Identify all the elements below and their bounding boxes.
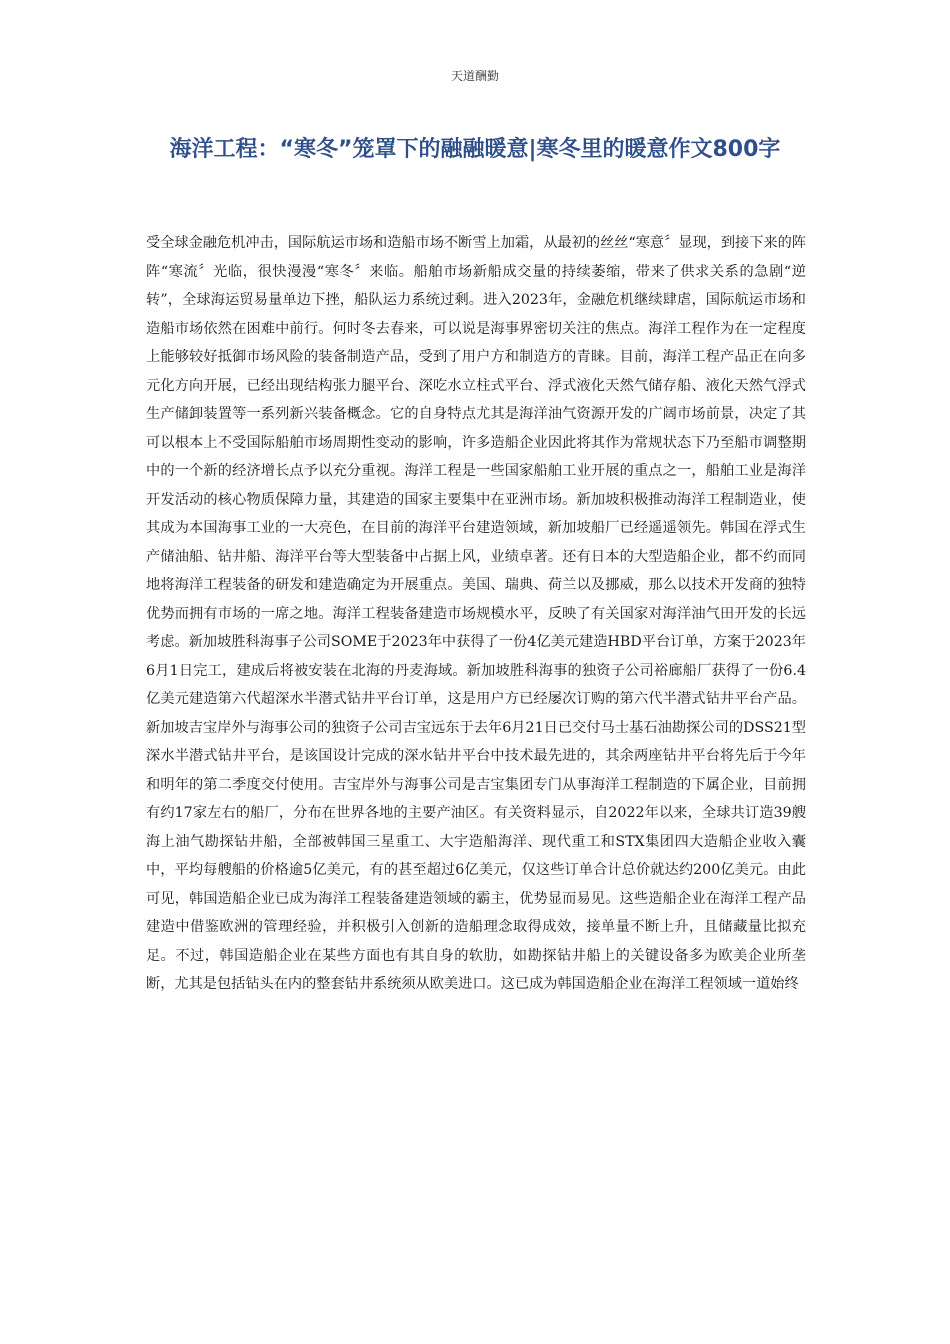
page-header: 天道酬勤 [450,69,499,83]
paragraph-1: 受全球金融危机冲击，国际航运市场和造船市场不断雪上加霜，从最初的丝丝“寒意〞显现，到接下来的阵阵“寒流〞光临，很快漫漫“寒冬〞来临。船舶市场新船成交量的持续萎缩，带来了供求关系的急剧“逆转”，全球海运贸易量单边下挫，船队运力系统过剩。进入2023年，金融危机继续肆虐，国际航运市场和造船市场依然在困难中前行。何时冬去春来，可以说是海事界密切关注的焦点。海洋工程作为在一定程度上能够较好抵御市场风险的装备制造产品，受到了用户方和制造方的青睐。目前，海洋工程产品正在向多元化方向开展，已经出现结构张力腿平台、深吃水立柱式平台、浮式液化天然气储存船、液化天然气浮式生产储卸装置等一系列新兴装备概念。它的自身特点尤其是海洋油气资源开发的广阔市场前景，决定了其可以根本上不受国际船舶市场周期性变动的影响，许多造船企业因此将其作为常规状态下乃至船市调整期中的一个新的经济增长点予以充分重视。海洋工程是一些国家船舶工业开展的重点之一，船舶工业是海洋开发活动的核心物质保障力量，其建造的国家主要集中在亚洲市场。新加坡积极推动海洋工程制造业，使其成为本国海事工业的一大亮色，在目前的海洋平台建造领域，新加坡船厂已经遥遥领先。韩国在浮式生产储油船、钻井船、海洋平台等大型装备中占据上风，业绩卓著。还有日本的大型造船企业，都不约而同地将海洋工程装备的研发和建造确定为开展重点。美国、瑞典、荷兰以及挪威，那么以技术开发商的独特优势而拥有市场的一席之地。海洋工程装备建造市场规模水平，反映了有关国家对海洋油气田开发的长远考虑。 [146,235,806,650]
document-body [146,229,806,999]
document-title: 海洋工程：“寒冬”笼罩下的融融暖意|寒冬里的暖意作文800字 [169,137,781,162]
paragraph-3: 有关资料显示，自2022年以来，全球共订造39艘海上油气勘探钻井船，全部被韩国三星重工、大宇造船海洋、现代重工和STX集团四大造船企业收入囊中，平均每艘船的价格逾5亿美元，有的甚至超过6亿美元，仅这些订单合计总价就达约200亿美元。由此可见，韩国造船企业已成为海洋工程装备建造领域的霸主，优势显而易见。这些造船企业在海洋工程产品建造中借鉴欧洲的管理经验，并积极引入创新的造船理念取得成效，接单量不断上升，且储藏量比拟充足。不过，韩国造船企业在某些方面也有其自身的软肋，如勘探钻井船上的关键设备多为欧美企业所垄断，尤其是包括钻头在内的整套钻井系统须从欧美进口。这已成为韩国造船企业在海洋工程领域一道始终 [146,805,806,992]
paragraph-2: 新加坡胜科海事子公司SOME于2023年中获得了一份4亿美元建造HBD平台订单，方案于2023年6月1日完工，建成后将被安装在北海的丹麦海域。新加坡胜科海事的独资子公司裕廊船厂获得了一份6.4亿美元建造第六代超深水半潜式钻井平台订单，这是用户方已经屡次订购的第六代半潜式钻井平台产品。新加坡吉宝岸外与海事公司的独资子公司吉宝远东于去年6月21日已交付马士基石油勘探公司的DSS21型深水半潜式钻井平台，是该国设计完成的深水钻井平台中技术最先进的，其余两座钻井平台将先后于今年和明年的第二季度交付使用。吉宝岸外与海事公司是吉宝集团专门从事海洋工程制造的下属企业，目前拥有约17家左右的船厂，分布在世界各地的主要产油区。 [146,634,806,821]
